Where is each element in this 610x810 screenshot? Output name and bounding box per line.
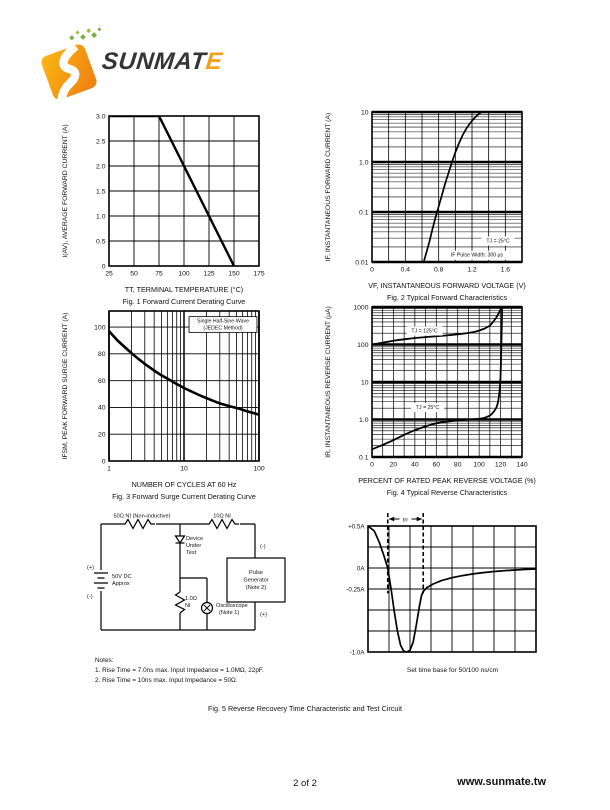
fig5-notes (95, 656, 325, 686)
label-dut-3: Test (186, 550, 197, 556)
label-pg-2: Generator (243, 577, 269, 584)
svg-text:1.0: 1.0 (359, 416, 369, 424)
svg-text:20: 20 (389, 461, 398, 469)
svg-text:40: 40 (411, 461, 419, 469)
trr-markers (388, 513, 423, 593)
fig2-x-axis-label: VF, INSTANTANEOUS FORWARD VOLTAGE (V) (368, 281, 526, 290)
label-r2: 10Ω NI (213, 513, 231, 520)
label-battery-2: Approx (112, 581, 130, 587)
dut-diode-icon (176, 536, 185, 543)
label-battery-1: 50V DC (112, 574, 132, 580)
battery-symbol (94, 573, 108, 588)
svg-text:TJ = 25°C: TJ = 25°C (486, 238, 510, 245)
svg-text:0: 0 (370, 266, 374, 274)
page-number: 2 of 2 (293, 778, 317, 789)
svg-text:0.5: 0.5 (96, 238, 106, 246)
svg-text:140: 140 (516, 461, 528, 469)
svg-text:0.8: 0.8 (433, 266, 444, 274)
svg-text:0.1: 0.1 (359, 454, 369, 462)
label-pg-3: (Note 2) (245, 585, 267, 591)
svg-text:-0.25A: -0.25A (346, 586, 365, 594)
svg-text:125: 125 (203, 270, 215, 278)
note-2: 2. Rise Time = 10ns max. Input Impedance = 50Ω. (95, 676, 238, 684)
note-1: 1. Rise Time = 7.0ns max. Input Impedance = 1.0MΩ, 22pF. (95, 666, 264, 674)
label-pg-plus: (+) (260, 612, 267, 618)
fig1-x-axis-label: TT, TERMINAL TEMPERATURE (°C) (124, 285, 244, 294)
sunmate-logo (36, 22, 266, 102)
svg-text:75: 75 (155, 270, 163, 278)
svg-text:2.0: 2.0 (96, 163, 106, 171)
fig5-circuit-diagram (85, 512, 315, 646)
svg-text:20: 20 (97, 431, 106, 439)
label-battery-minus: (-) (87, 594, 93, 600)
tick-labels (94, 324, 265, 472)
svg-text:1: 1 (107, 465, 111, 473)
fig5-waveform-plot (336, 506, 549, 664)
label-pg-minus: (-) (260, 544, 266, 550)
tick-labels (355, 109, 510, 273)
svg-text:0: 0 (101, 263, 106, 271)
svg-text:50: 50 (130, 270, 138, 278)
svg-text:80: 80 (97, 351, 106, 359)
label-r3-2: NI (185, 603, 191, 609)
svg-text:TJ = 125°C: TJ = 125°C (411, 328, 438, 335)
svg-text:60: 60 (97, 377, 106, 385)
svg-text:3.0: 3.0 (96, 113, 106, 121)
logo-text-main: SUNMAT (100, 48, 208, 75)
svg-text:1.0: 1.0 (359, 159, 369, 167)
resistor-50ohm (121, 520, 155, 529)
svg-text:2.5: 2.5 (96, 138, 106, 146)
label-scope-1: Oscilloscope (216, 603, 248, 609)
logo-diamond (40, 43, 100, 100)
fig5-waveform (336, 506, 551, 674)
svg-text:1.6: 1.6 (500, 266, 511, 274)
resistor-1ohm (176, 592, 185, 613)
svg-text:1.2: 1.2 (467, 266, 477, 274)
svg-text:0.01: 0.01 (355, 259, 369, 267)
tick-labels (346, 523, 365, 656)
fig1-plot (69, 108, 281, 284)
logo-green-dots (69, 27, 101, 40)
logo-wordmark (101, 48, 224, 76)
logo-text-accent: E (204, 48, 224, 75)
figure-4-typical-reverse-characteristics (318, 299, 544, 497)
fig2-y-axis-label: IF, INSTANTANEOUS FORWARD CURRENT (A) (325, 112, 332, 262)
svg-text:120: 120 (494, 461, 507, 469)
svg-text:IF Pulse Width: 300 μs: IF Pulse Width: 300 μs (450, 252, 504, 259)
svg-text:10: 10 (360, 379, 369, 387)
fig5-caption: Fig. 5 Reverse Recovery Time Characteristic and Test Circuit (208, 704, 402, 713)
plot-annotations (189, 317, 257, 333)
curve-forward-characteristic (424, 110, 485, 262)
note-title: Notes: (95, 657, 114, 664)
plot-annotations (442, 236, 515, 259)
fig3-plot (69, 303, 281, 479)
svg-text:100: 100 (357, 341, 369, 349)
website-link[interactable]: www.sunmate.tw (457, 776, 546, 788)
label-r3-1: 1.0Ω (185, 596, 197, 602)
fig4-y-axis-label: IR, INSTANTANEOUS REVERSE CURRENT (μA) (325, 306, 332, 458)
svg-text:1.0: 1.0 (96, 213, 106, 221)
svg-text:0.4: 0.4 (400, 266, 411, 274)
svg-text:0: 0 (101, 458, 106, 466)
fig4-plot (332, 299, 544, 475)
fig1-caption: Fig. 1 Forward Current Derating Curve (122, 297, 246, 306)
resistor-10ohm (205, 520, 239, 529)
svg-text:TJ = 25°C: TJ = 25°C (415, 404, 440, 411)
sunmate-logo-icon (36, 22, 106, 100)
label-scope-2: (Note 1) (219, 610, 240, 616)
svg-text:175: 175 (253, 270, 265, 278)
label-pg-1: Pulse (249, 570, 263, 576)
svg-text:150: 150 (228, 270, 240, 278)
svg-text:-1.0A: -1.0A (349, 649, 365, 657)
fig5-test-circuit (85, 512, 325, 686)
svg-text:10: 10 (180, 465, 188, 473)
svg-text:80: 80 (453, 461, 462, 469)
svg-text:100: 100 (253, 465, 265, 473)
waveform-caption: Set time base for 50/100 ns/cm (406, 667, 499, 674)
fig4-x-axis-label: PERCENT OF RATED PEAK REVERSE VOLTAGE (%) (358, 476, 536, 485)
svg-text:Single Half-Sine-Wave: Single Half-Sine-Wave (197, 318, 249, 325)
fig3-caption: Fig. 3 Forward Surge Current Derating Curve (112, 492, 256, 501)
tick-labels (96, 113, 265, 277)
svg-text:(JEDEC Method): (JEDEC Method) (203, 325, 243, 332)
plot-grid (109, 311, 259, 461)
fig3-x-axis-label: NUMBER OF CYCLES AT 60 Hz (131, 480, 237, 489)
label-battery-plus: (+) (87, 565, 94, 571)
curve-reverse-125c (372, 305, 502, 344)
figure-1-forward-current-derating (55, 108, 281, 306)
svg-text:0: 0 (370, 461, 374, 469)
fig2-plot (332, 104, 544, 280)
figure-3-forward-surge-derating (55, 303, 281, 501)
svg-text:0.1: 0.1 (359, 209, 369, 217)
fig4-caption: Fig. 4 Typical Reverse Characteristics (386, 488, 508, 497)
figure-2-typical-forward-characteristics (318, 104, 544, 302)
fig2-caption: Fig. 2 Typical Forward Characteristics (386, 293, 508, 302)
trr-label: trr (402, 517, 409, 524)
svg-text:60: 60 (432, 461, 441, 469)
svg-text:100: 100 (473, 461, 485, 469)
svg-text:100: 100 (178, 270, 190, 278)
label-r1: 50Ω NI (Non-inductive) (113, 513, 171, 520)
fig3-y-axis-label: IFSM, PEAK FORWARD SURGE CURRENT (A) (62, 312, 69, 460)
plot-grid (368, 526, 536, 652)
svg-text:25: 25 (105, 270, 113, 278)
label-dut-2: Under (186, 543, 202, 549)
svg-text:0A: 0A (356, 565, 365, 573)
svg-text:+0.5A: +0.5A (348, 523, 365, 531)
fig1-y-axis-label: I(AV), AVERAGE FORWARD CURRENT (A) (62, 124, 69, 258)
svg-text:1.5: 1.5 (96, 188, 106, 196)
svg-text:100: 100 (94, 324, 106, 332)
svg-text:1000: 1000 (353, 304, 369, 312)
label-dut-1: Device (186, 536, 204, 542)
plot-grid (109, 116, 259, 266)
svg-text:40: 40 (97, 404, 106, 412)
svg-text:10: 10 (360, 109, 369, 117)
